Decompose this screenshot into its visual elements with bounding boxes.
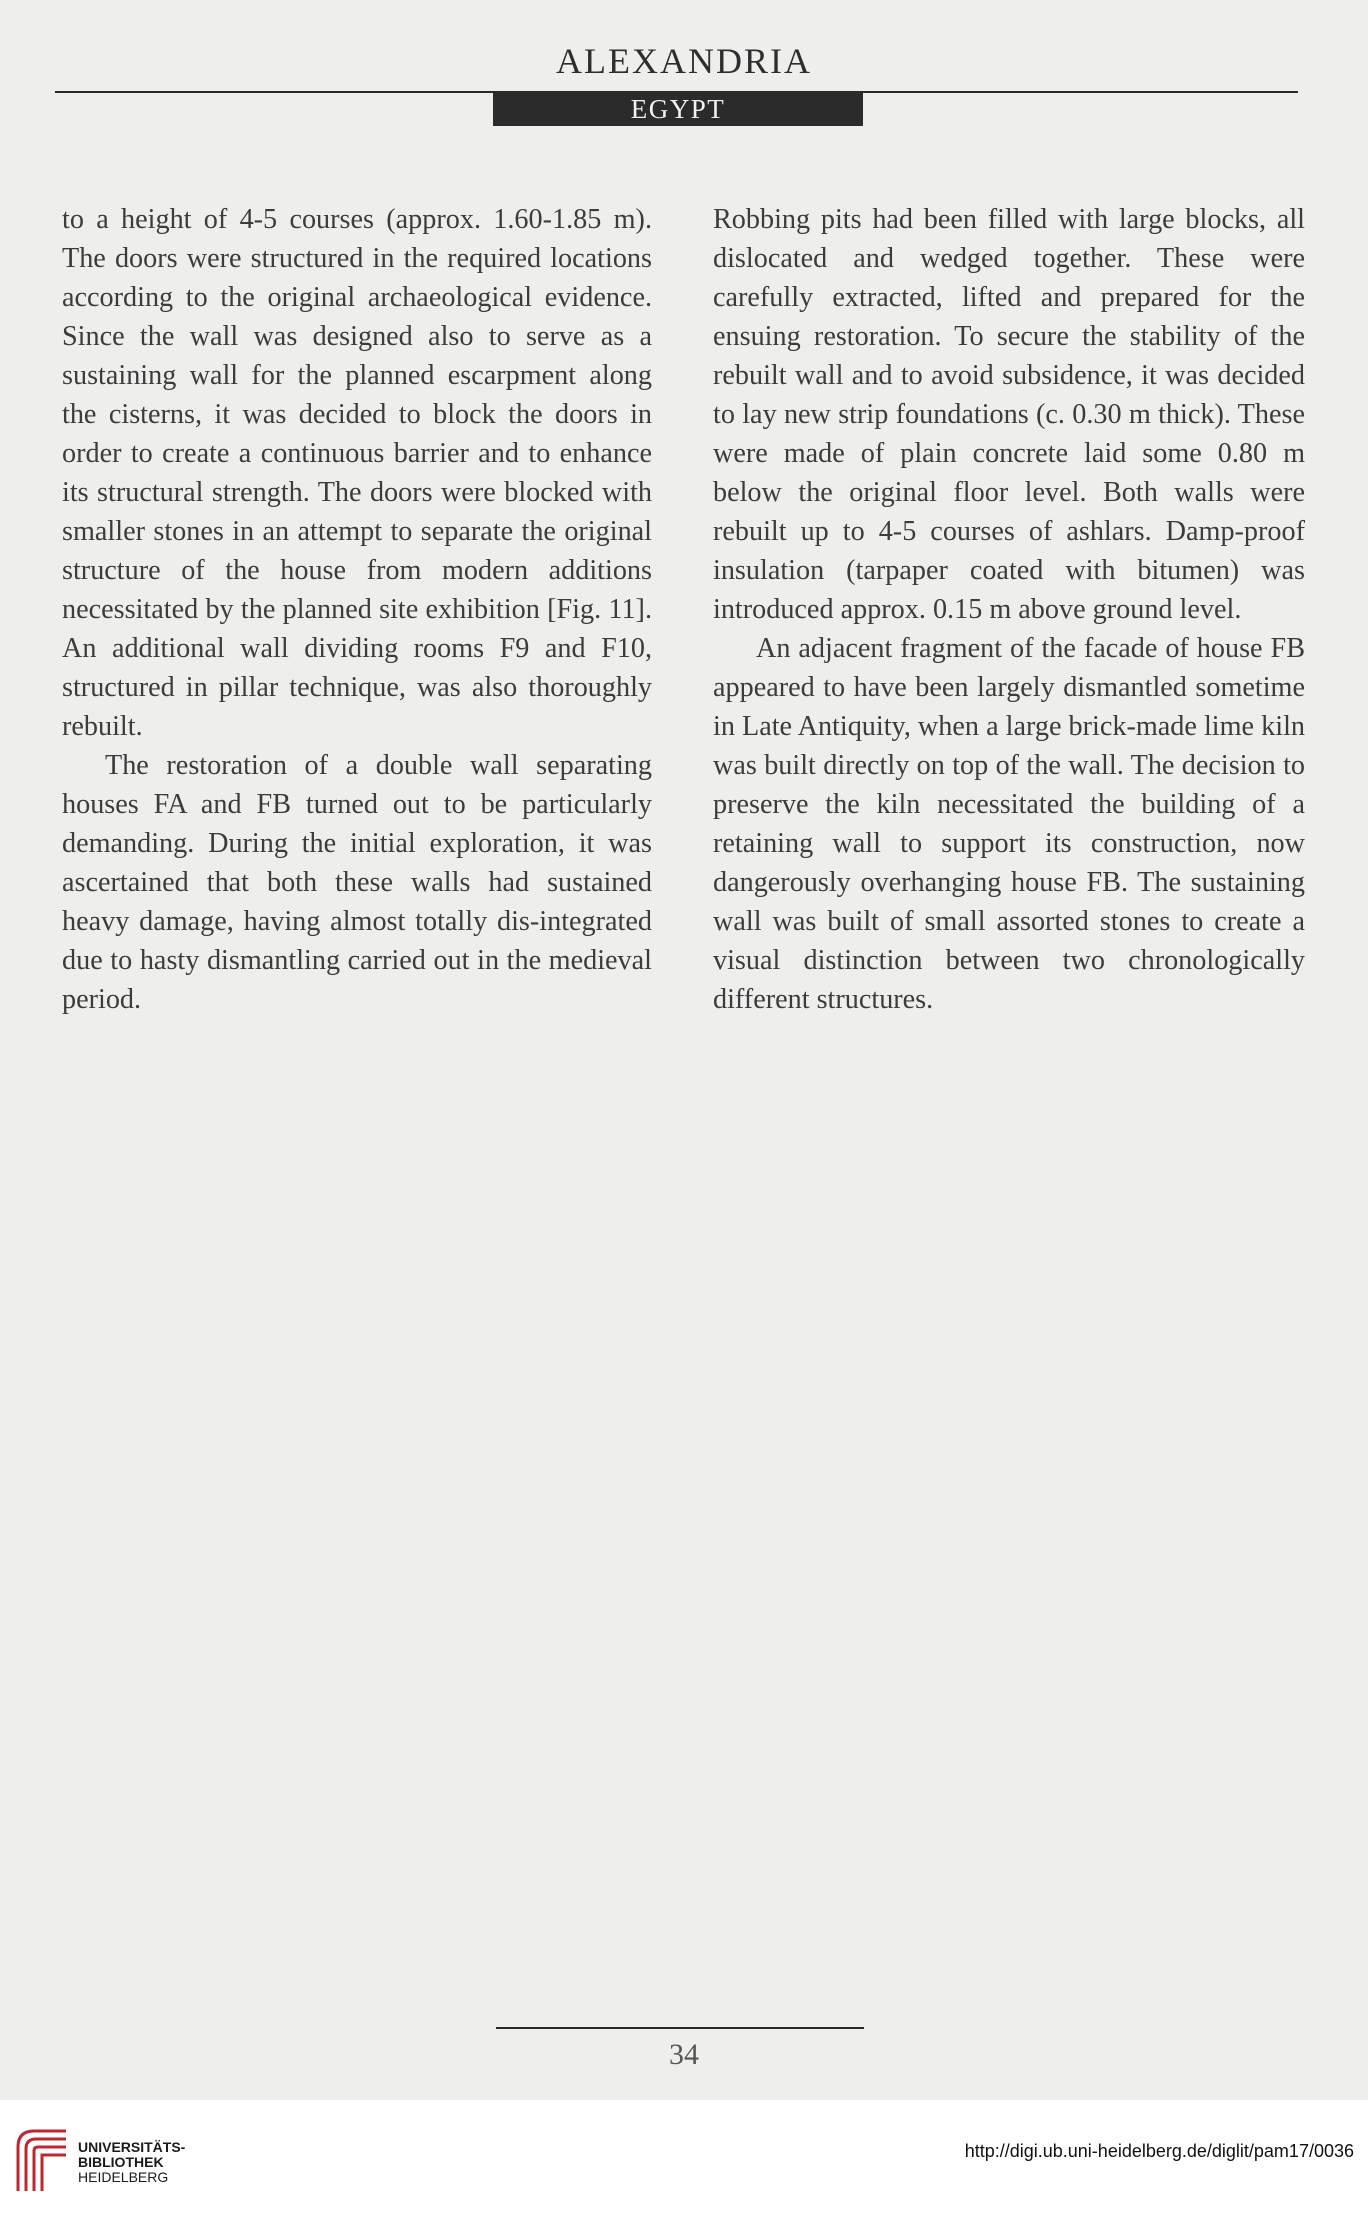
- library-logo-icon: [12, 2125, 68, 2193]
- library-name-line: UNIVERSITÄTS-: [78, 2139, 186, 2155]
- footer-rule: [496, 2027, 864, 2029]
- source-url-link[interactable]: http://digi.ub.uni-heidelberg.de/diglit/pam17/0036: [964, 2141, 1354, 2161]
- left-column: [62, 200, 652, 1019]
- section-band: EGYPT: [493, 92, 863, 126]
- paragraph: to a height of 4-5 courses (approx. 1.60-1.85 m). The doors were structured in the required locations according to the original archaeological evidence. Since the wall was designed also to serve as a sustaining wall for the planned escarpment along the cisterns, it was decided to block the doors in order to create a continuous barrier and to enhance its structural strength. The doors were blocked with smaller stones in an attempt to separate the original structure of the house from modern additions necessitated by the planned site exhibition [Fig. 11]. An additional wall dividing rooms F9 and F10, structured in pillar technique, was also thoroughly rebuilt.: [62, 204, 652, 742]
- right-column: [713, 200, 1305, 1019]
- library-name-line: BIBLIOTHEK: [78, 2154, 164, 2170]
- library-name: [78, 2140, 185, 2185]
- paragraph: Robbing pits had been filled with large blocks, all dislocated and wedged together. These were carefully extracted, lifted and prepared for the ensuing restoration. To secure the stability of the rebuilt wall and to avoid subsidence, it was decided to lay new strip foundations (c. 0.30 m thick). These were made of plain concrete laid some 0.80 m below the original floor level. Both walls were rebuilt up to 4-5 courses of ashlars. Damp-proof insulation (tarpaper coated with bitumen) was introduced approx. 0.15 m above ground level.: [713, 204, 1305, 625]
- page-number: 34: [669, 2038, 699, 2071]
- library-name-line: HEIDELBERG: [78, 2169, 169, 2185]
- paragraph: The restoration of a double wall separating houses FA and FB turned out to be particularly demanding. During the initial exploration, it was ascertained that both these walls had sustained heavy damage, having almost totally dis-integrated due to hasty dismantling carried out in the medieval period.: [62, 750, 652, 1015]
- running-title: ALEXANDRIA: [556, 41, 812, 81]
- paragraph: An adjacent fragment of the facade of house FB appeared to have been largely dismantled sometime in Late Antiquity, when a large brick-made lime kiln was built directly on top of the wall. The decision to preserve the kiln necessitated the building of a retaining wall to support its construction, now dangerously overhanging house FB. The sustaining wall was built of small assorted stones to create a visual distinction between two chronologically different structures.: [713, 633, 1305, 1015]
